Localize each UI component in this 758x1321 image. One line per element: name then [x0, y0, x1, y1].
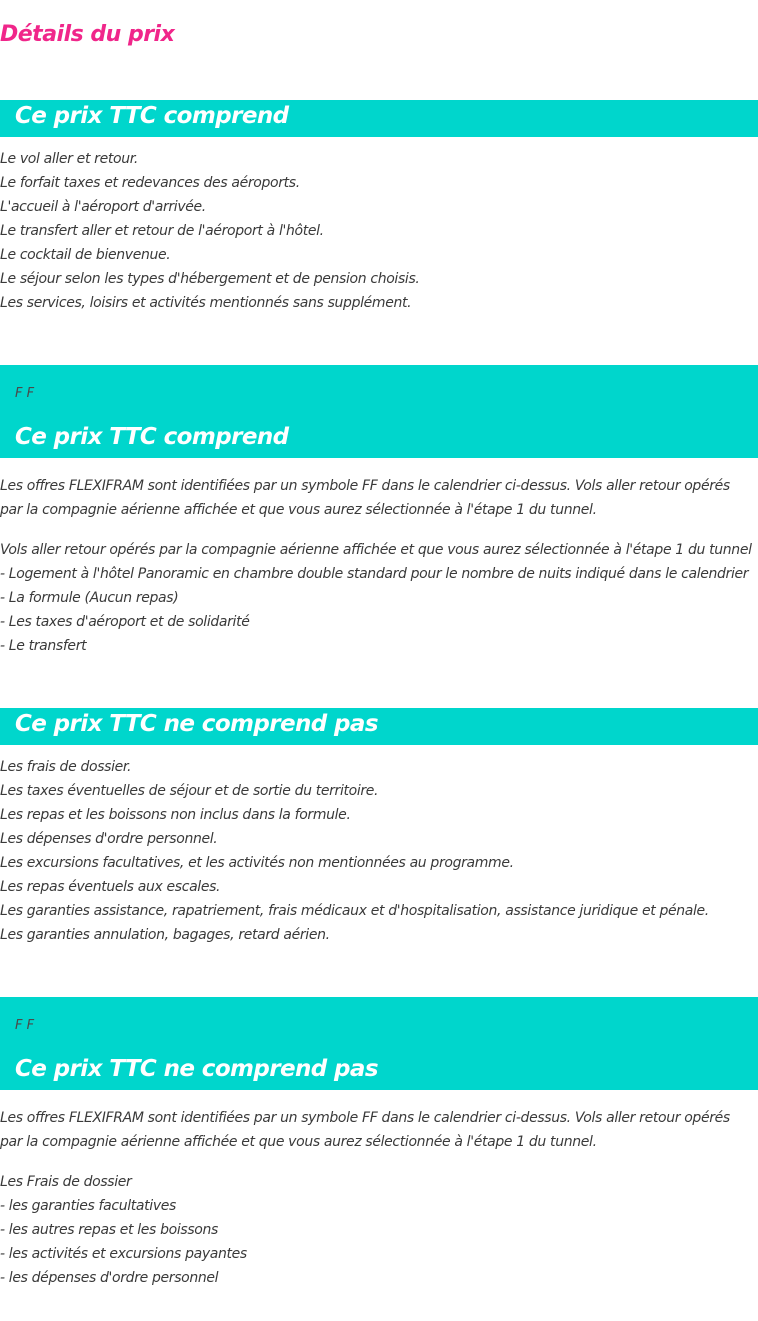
list-item: Les taxes éventuelles de séjour et de sortie du territoire.	[0, 783, 379, 799]
section-header-includes	[0, 100, 758, 137]
list-item: Les frais de dossier.	[0, 759, 132, 775]
section-title: Ce prix TTC comprend	[15, 103, 289, 129]
section-title: Ce prix TTC ne comprend pas	[15, 711, 378, 737]
list-item: - les activités et excursions payantes	[0, 1246, 247, 1262]
list-item: Les excursions facultatives, et les activités non mentionnées au programme.	[0, 855, 514, 871]
list-item: - les garanties facultatives	[0, 1198, 176, 1214]
list-item: - les autres repas et les boissons	[0, 1222, 218, 1238]
list-item: - les dépenses d'ordre personnel	[0, 1270, 219, 1286]
section-title: Ce prix TTC ne comprend pas	[15, 1056, 378, 1082]
list-item: Le forfait taxes et redevances des aéroports.	[0, 175, 300, 191]
list-item: Le cocktail de bienvenue.	[0, 247, 171, 263]
section-header-flexifram-excludes	[0, 997, 758, 1090]
section-title: Ce prix TTC comprend	[15, 424, 289, 450]
list-item: Les garanties annulation, bagages, retard aérien.	[0, 927, 330, 943]
list-item: Le séjour selon les types d'hébergement et de pension choisis.	[0, 271, 420, 287]
list-item: - Les taxes d'aéroport et de solidarité	[0, 614, 250, 630]
list-item: - La formule (Aucun repas)	[0, 590, 179, 606]
ff-symbol: F F	[15, 386, 35, 401]
flexifram-intro: Les offres FLEXIFRAM sont identifiées par un symbole FF dans le calendrier ci-dessus. Vols aller retour opérés par la compagnie aérienne affichée et que vous aurez sélectionnée à l'étape 1 du tunnel.	[0, 478, 730, 518]
list-item: Les garanties assistance, rapatriement, frais médicaux et d'hospitalisation, assistance juridique et pénale.	[0, 903, 709, 919]
list-item: Vols aller retour opérés par la compagnie aérienne affichée et que vous aurez sélectionnée à l'étape 1 du tunnel	[0, 542, 752, 558]
section-header-flexifram-includes	[0, 365, 758, 458]
list-item: - Logement à l'hôtel Panoramic en chambre double standard pour le nombre de nuits indiqué dans le calendrier	[0, 566, 749, 582]
ff-symbol: F F	[15, 1018, 35, 1033]
list-item: Le transfert aller et retour de l'aéroport à l'hôtel.	[0, 223, 324, 239]
list-item: Les repas éventuels aux escales.	[0, 879, 221, 895]
list-item: Les services, loisirs et activités mentionnés sans supplément.	[0, 295, 412, 311]
list-item: Les repas et les boissons non inclus dans la formule.	[0, 807, 351, 823]
page-title: Détails du prix	[0, 22, 175, 47]
list-item: Le vol aller et retour.	[0, 151, 138, 167]
flexifram-excludes-list	[0, 1170, 758, 1290]
section-header-excludes	[0, 708, 758, 745]
flexifram-intro: Les offres FLEXIFRAM sont identifiées par un symbole FF dans le calendrier ci-dessus. Vols aller retour opérés par la compagnie aérienne affichée et que vous aurez sélectionnée à l'étape 1 du tunnel.	[0, 1110, 730, 1150]
excludes-list	[0, 755, 758, 947]
flexifram-includes-list	[0, 538, 758, 658]
includes-list	[0, 147, 758, 315]
list-item: Les dépenses d'ordre personnel.	[0, 831, 218, 847]
list-item: - Le transfert	[0, 638, 87, 654]
list-item: L'accueil à l'aéroport d'arrivée.	[0, 199, 206, 215]
list-item: Les Frais de dossier	[0, 1174, 132, 1190]
